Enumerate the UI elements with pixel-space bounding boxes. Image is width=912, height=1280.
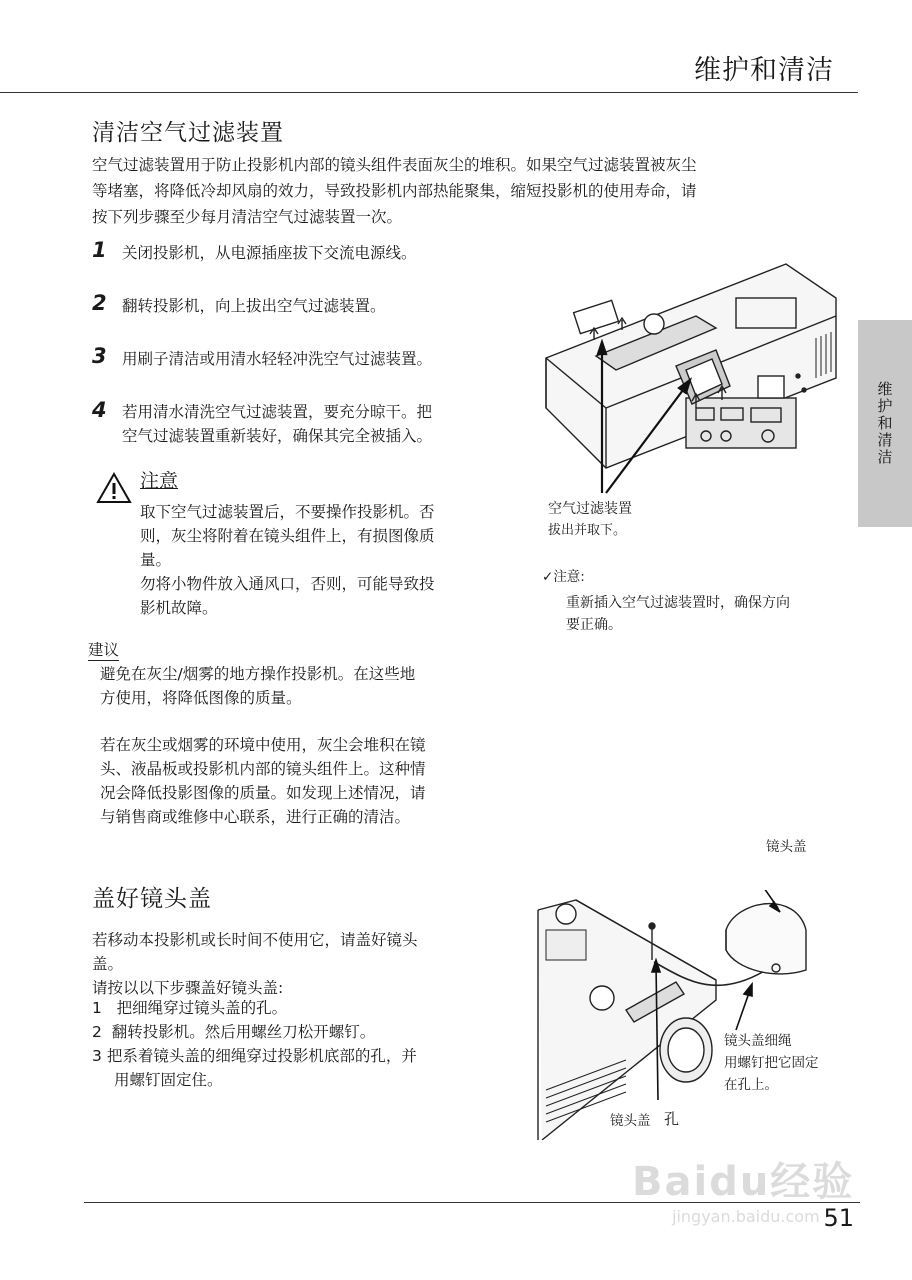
advice-title: 建议 xyxy=(88,638,119,661)
step-3-text: 用刷子清洁或用清水轻轻冲洗空气过滤装置。 xyxy=(122,350,433,368)
step-1-text: 关闭投影机，从电源插座拔下交流电源线。 xyxy=(122,244,417,262)
chapter-side-tab xyxy=(858,320,912,527)
advice-paragraph-2 xyxy=(100,733,426,829)
intro-line: 按下列步骤至少每月清洁空气过滤装置一次。 xyxy=(92,208,403,226)
note-title: 注意: xyxy=(553,569,585,585)
intro-line: 盖。 xyxy=(92,955,124,973)
advice-line: 头、液晶板或投影机内部的镜头组件上。这种情 xyxy=(100,760,426,778)
label-lens-cap-bottom: 镜头盖 xyxy=(610,1113,651,1129)
step-2 xyxy=(92,291,107,315)
step-line: 若用清水清洗空气过滤装置，要充分晾干。把 xyxy=(122,403,433,421)
step-number: 4 xyxy=(92,398,107,422)
advice-line: 与销售商或维修中心联系，进行正确的清洁。 xyxy=(100,808,411,826)
advice-line: 若在灰尘或烟雾的环境中使用，灰尘会堆积在镜 xyxy=(100,736,426,754)
caution-body xyxy=(140,500,435,620)
label-hole: 孔 xyxy=(664,1110,680,1128)
header-divider xyxy=(0,92,858,93)
note-line: 重新插入空气过滤装置时，确保方向 xyxy=(566,595,790,611)
advice-line: 方使用，将降低图像的质量。 xyxy=(100,689,302,707)
label-lens-cap-top: 镜头盖 xyxy=(766,839,807,855)
side-tab-label: 维护和清洁 xyxy=(875,381,894,466)
step-4 xyxy=(92,398,107,422)
step-1 xyxy=(92,238,107,262)
page-number: 51 xyxy=(823,1204,854,1232)
caution-title: 注意 xyxy=(140,470,179,492)
watermark-brand: Baidu经验 xyxy=(632,1159,855,1205)
advice-paragraph-1 xyxy=(100,662,415,710)
warning-triangle-icon xyxy=(96,472,132,508)
air-filter-intro xyxy=(92,152,852,230)
intro-line: 请按以以下步骤盖好镜头盖: xyxy=(92,979,284,997)
section-heading-lens-cap: 盖好镜头盖 xyxy=(92,886,212,912)
section-heading-air-filter: 清洁空气过滤装置 xyxy=(92,120,284,146)
step-3 xyxy=(92,344,107,368)
caution-line: 影机故障。 xyxy=(140,599,218,617)
watermark xyxy=(632,1150,854,1226)
caution-line: 取下空气过滤装置后，不要操作投影机。否 xyxy=(140,503,435,521)
intro-line: 等堵塞，将降低冷却风扇的效力，导致投影机内部热能聚集，缩短投影机的使用寿命，请 xyxy=(92,182,697,200)
chapter-title: 维护和清洁 xyxy=(694,55,834,86)
intro-line: 若移动本投影机或长时间不使用它，请盖好镜头 xyxy=(92,931,418,949)
intro-line: 空气过滤装置用于防止投影机内部的镜头组件表面灰尘的堆积。如果空气过滤装置被灰尘 xyxy=(92,156,697,174)
air-filter-label-line2: 拔出并取下。 xyxy=(548,523,627,538)
lens-cap-intro xyxy=(92,928,418,1000)
lens-cap-step-3: 3 把系着镜头盖的细绳穿过投影机底部的孔，并 xyxy=(92,1047,417,1065)
air-filter-label xyxy=(548,498,632,542)
step-line: 空气过滤装置重新装好，确保其完全被插入。 xyxy=(122,427,433,445)
reinsert-note xyxy=(542,566,790,636)
lens-cap-illustration xyxy=(536,890,836,1144)
note-line: 要正确。 xyxy=(566,617,622,633)
advice-line: 避免在灰尘/烟雾的地方操作投影机。在这些地 xyxy=(100,665,416,683)
lens-cap-step-1: 1 把细绳穿过镜头盖的孔。 xyxy=(92,999,288,1017)
label-lens-cap-strap: 镜头盖细绳 用螺钉把它固定 在孔上。 xyxy=(724,1033,819,1093)
air-filter-illustration xyxy=(536,258,846,502)
air-filter-label-line1: 空气过滤装置 xyxy=(548,501,632,517)
lens-cap-step-3-cont: 用螺钉固定住。 xyxy=(114,1071,223,1089)
advice-line: 况会降低投影图像的质量。如发现上述情况，请 xyxy=(100,784,426,802)
step-number: 3 xyxy=(92,344,107,368)
caution-line: 则，灰尘将附着在镜头组件上，有损图像质 xyxy=(140,527,435,545)
lens-cap-step-2: 2 翻转投影机。然后用螺丝刀松开螺钉。 xyxy=(92,1023,376,1041)
step-number: 2 xyxy=(92,291,107,315)
caution-line: 勿将小物件放入通风口，否则，可能导致投 xyxy=(140,575,435,593)
lens-cap-steps xyxy=(92,996,417,1092)
step-2-text: 翻转投影机，向上拔出空气过滤装置。 xyxy=(122,297,386,315)
caution-line: 量。 xyxy=(140,551,172,569)
step-4-text xyxy=(122,400,432,448)
check-icon: ✓ xyxy=(542,569,554,585)
step-number: 1 xyxy=(92,238,107,262)
watermark-url: jingyan.baidu.com xyxy=(672,1207,820,1226)
